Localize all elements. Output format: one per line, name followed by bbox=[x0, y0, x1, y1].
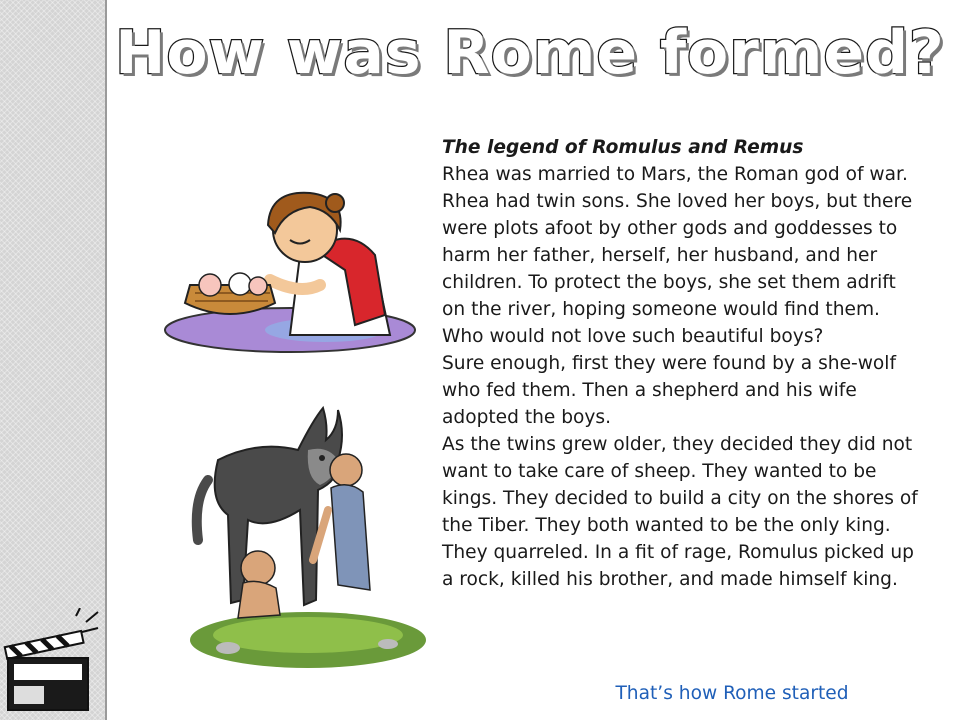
story-paragraph: As the twins grew older, they decided they did not want to take care of sheep. They wanted to be kings. They decided to build a city on the shores of the Tiber. They both wanted to be the only king. They quarreled. In a fit of rage, Romulus picked up a rock, killed his brother, and made himself king. bbox=[442, 434, 918, 590]
closing-line: That’s how Rome started bbox=[615, 683, 849, 704]
sidebar-divider bbox=[105, 0, 107, 720]
rhea-with-basket-illustration bbox=[150, 185, 425, 360]
slide-title: How was Rome formed? bbox=[115, 18, 945, 88]
story-subtitle: The legend of Romulus and Remus bbox=[442, 137, 804, 158]
story-text bbox=[442, 134, 922, 593]
story-paragraph: Sure enough, first they were found by a she-wolf who fed them. Then a shepherd and his wife adopted the boys. bbox=[442, 353, 897, 428]
movie-clapperboard-icon[interactable] bbox=[0, 608, 100, 718]
she-wolf-with-twins-illustration bbox=[188, 400, 428, 670]
story-paragraph: Rhea was married to Mars, the Roman god of war. Rhea had twin sons. She loved her boys, but there were plots afoot by other gods and goddesses to harm her father, herself, her husband, and her children. To protect the boys, she set them adrift on the river, hoping someone would find them. Who would not love such beautiful boys? bbox=[442, 164, 913, 347]
